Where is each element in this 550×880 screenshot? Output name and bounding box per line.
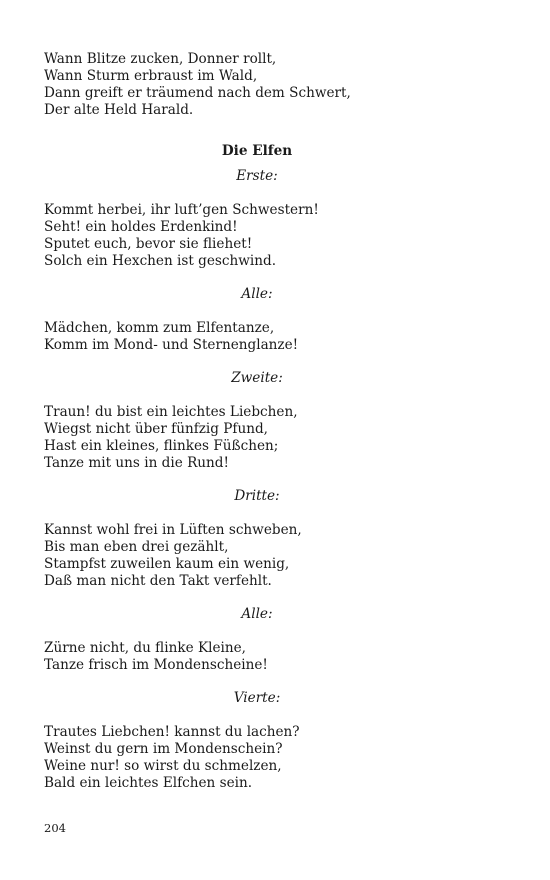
verse-line: Mädchen, komm zum Elfentanze, [44,320,275,336]
verse-line: Traun! du bist ein leichtes Liebchen, [44,404,298,420]
verse-line: Kommt herbei, ihr luft’gen Schwestern! [44,202,319,218]
verse-line: Weine nur! so wirst du schmelzen, [44,758,282,774]
stanza [44,640,504,674]
verse-line: Komm im Mond- und Sternenglanze! [44,337,299,353]
verse-line: Dann greift er träumend nach dem Schwert, [44,85,351,101]
speaker-label: Vierte: [233,690,281,706]
verse-line: Solch ein Hexchen ist geschwind. [44,253,277,269]
verse-line: Bis man eben drei gezählt, [44,539,229,555]
verse-line: Kannst wohl frei in Lüften schweben, [44,522,302,538]
speaker-label: Erste: [236,168,278,184]
verse-line: Der alte Held Harald. [44,102,194,118]
speaker-label: Alle: [241,606,273,622]
stanza [44,724,504,792]
intro-stanza [44,51,504,119]
stanza [44,404,504,472]
verse-line: Stampfst zuweilen kaum ein wenig, [44,556,290,572]
stanza [44,320,504,354]
verse-line: Tanze frisch im Mondenscheine! [44,657,268,673]
speaker-label: Zweite: [231,370,283,386]
verse-line: Hast ein kleines, flinkes Füßchen; [44,438,279,454]
verse-line: Wiegst nicht über fünfzig Pfund, [44,421,268,437]
verse-line: Zürne nicht, du flinke Kleine, [44,640,246,656]
stanza [44,522,504,590]
page-number: 204 [44,821,66,835]
verse-line: Weinst du gern im Mondenschein? [44,741,283,757]
verse-line: Trautes Liebchen! kannst du lachen? [44,724,300,740]
verse-line: Seht! ein holdes Erdenkind! [44,219,238,235]
stanza [44,202,504,270]
verse-line: Wann Sturm erbraust im Wald, [44,68,258,84]
verse-line: Daß man nicht den Takt verfehlt. [44,573,272,589]
verse-line: Bald ein leichtes Elfchen sein. [44,775,253,791]
poem-title: Die Elfen [221,143,293,159]
verse-line: Wann Blitze zucken, Donner rollt, [44,51,277,67]
verse-line: Tanze mit uns in die Rund! [44,455,229,471]
speaker-label: Alle: [241,286,273,302]
verse-line: Sputet euch, bevor sie fliehet! [44,236,253,252]
speaker-label: Dritte: [234,488,280,504]
